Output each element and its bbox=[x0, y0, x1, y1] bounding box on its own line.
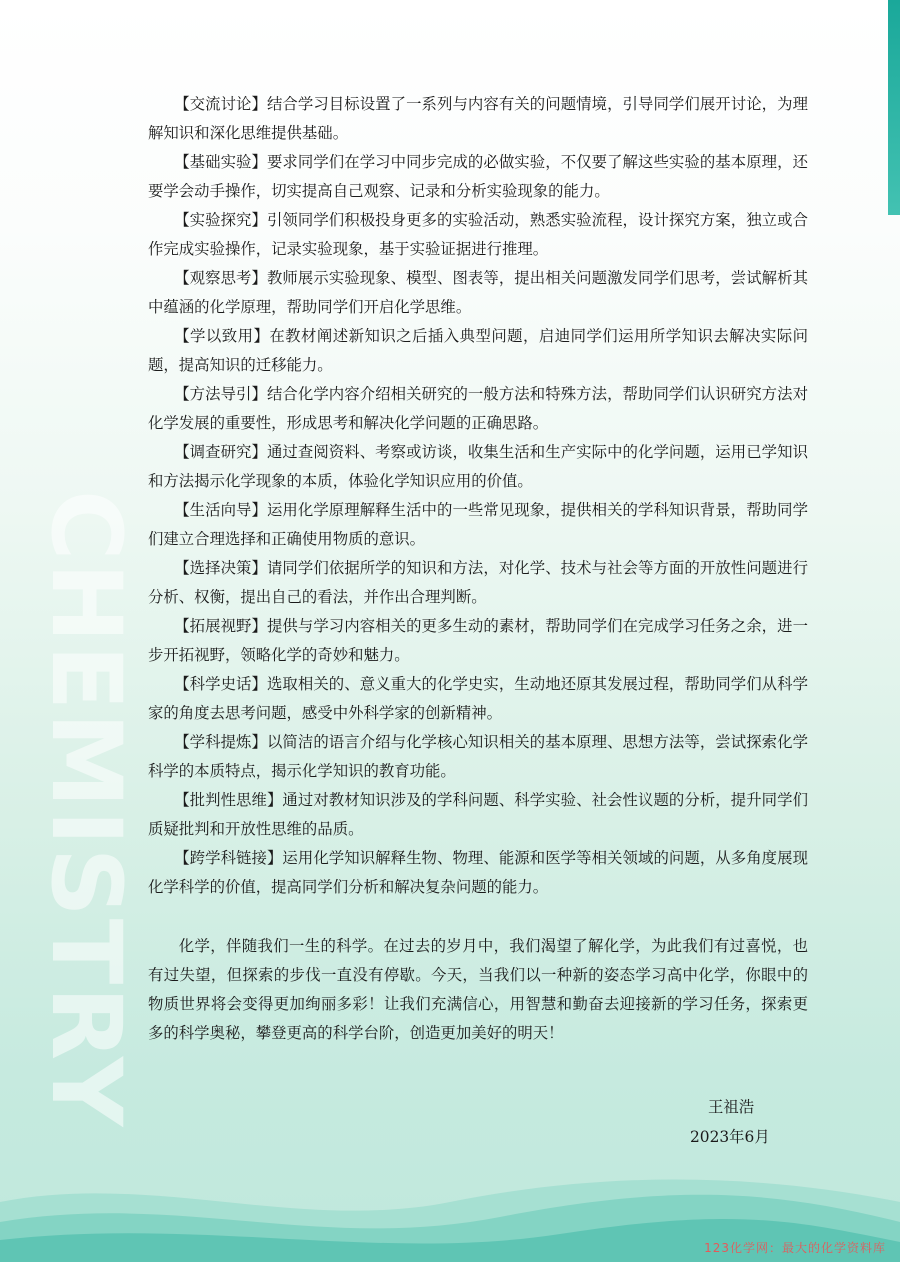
feature-paragraph bbox=[148, 554, 808, 612]
feature-paragraph bbox=[148, 322, 808, 380]
feature-tag: 【学以致用】 bbox=[174, 327, 270, 345]
feature-tag: 【观察思考】 bbox=[174, 269, 267, 287]
feature-paragraph bbox=[148, 148, 808, 206]
feature-text: 提供与学习内容相关的更多生动的素材，帮助同学们在完成学习任务之余，进一步开拓视野，领略化学的奇妙和魅力。 bbox=[148, 617, 808, 664]
feature-text: 引领同学们积极投身更多的实验活动，熟悉实验流程，设计探究方案，独立或合作完成实验操作，记录实验现象，基于实验证据进行推理。 bbox=[148, 211, 808, 258]
feature-text: 通过对教材知识涉及的学科问题、科学实验、社会性议题的分析，提升同学们质疑批判和开放性思维的品质。 bbox=[148, 791, 808, 838]
feature-paragraph bbox=[148, 496, 808, 554]
feature-paragraph bbox=[148, 844, 808, 902]
feature-text: 运用化学知识解释生物、物理、能源和医学等相关领域的问题，从多角度展现化学科学的价值，提高同学们分析和解决复杂问题的能力。 bbox=[148, 849, 808, 896]
chemistry-watermark: CHEMISTRY bbox=[30, 490, 142, 1129]
feature-paragraph bbox=[148, 612, 808, 670]
signature-date: 2023年6月 bbox=[690, 1128, 770, 1146]
feature-tag: 【调查研究】 bbox=[174, 443, 267, 461]
feature-paragraph bbox=[148, 90, 808, 148]
feature-text: 运用化学原理解释生活中的一些常见现象，提供相关的学科知识背景，帮助同学们建立合理选择和正确使用物质的意识。 bbox=[148, 501, 808, 548]
feature-text: 教师展示实验现象、模型、图表等，提出相关问题激发同学们思考，尝试解析其中蕴涵的化学原理，帮助同学们开启化学思维。 bbox=[148, 269, 808, 316]
feature-tag: 【基础实验】 bbox=[174, 153, 267, 171]
feature-paragraph bbox=[148, 206, 808, 264]
feature-tag: 【选择决策】 bbox=[174, 559, 267, 577]
footer-watermark-text: 123化学网：最大的化学资料库 bbox=[704, 1241, 886, 1255]
feature-tag: 【学科提炼】 bbox=[174, 733, 267, 751]
feature-tag: 【实验探究】 bbox=[174, 211, 267, 229]
feature-paragraph bbox=[148, 728, 808, 786]
feature-paragraph bbox=[148, 380, 808, 438]
feature-text: 结合学习目标设置了一系列与内容有关的问题情境，引导同学们展开讨论，为理解知识和深化思维提供基础。 bbox=[148, 95, 808, 142]
signature-block bbox=[690, 1092, 810, 1152]
feature-text: 选取相关的、意义重大的化学史实，生动地还原其发展过程，帮助同学们从科学家的角度去思考问题，感受中外科学家的创新精神。 bbox=[148, 675, 808, 722]
feature-tag: 【方法导引】 bbox=[174, 385, 267, 403]
feature-tag: 【生活向导】 bbox=[174, 501, 267, 519]
author-name: 王祖浩 bbox=[708, 1098, 755, 1116]
feature-paragraph bbox=[148, 670, 808, 728]
preface-body bbox=[148, 90, 808, 1048]
feature-paragraph bbox=[148, 786, 808, 844]
edge-accent-strip bbox=[888, 0, 900, 215]
feature-text: 以简洁的语言介绍与化学核心知识相关的基本原理、思想方法等，尝试探索化学科学的本质特点，揭示化学知识的教育功能。 bbox=[148, 733, 808, 780]
feature-text: 结合化学内容介绍相关研究的一般方法和特殊方法，帮助同学们认识研究方法对化学发展的重要性，形成思考和解决化学问题的正确思路。 bbox=[148, 385, 808, 432]
feature-paragraph bbox=[148, 438, 808, 496]
feature-text: 要求同学们在学习中同步完成的必做实验，不仅要了解这些实验的基本原理，还要学会动手操作，切实提高自己观察、记录和分析实验现象的能力。 bbox=[148, 153, 808, 200]
feature-text: 请同学们依据所学的知识和方法，对化学、技术与社会等方面的开放性问题进行分析、权衡，提出自己的看法，并作出合理判断。 bbox=[148, 559, 808, 606]
feature-tag: 【科学史话】 bbox=[174, 675, 267, 693]
feature-text: 在教材阐述新知识之后插入典型问题，启迪同学们运用所学知识去解决实际问题，提高知识的迁移能力。 bbox=[148, 327, 808, 374]
feature-tag: 【交流讨论】 bbox=[174, 95, 267, 113]
feature-text: 通过查阅资料、考察或访谈，收集生活和生产实际中的化学问题，运用已学知识和方法揭示化学现象的本质，体验化学知识应用的价值。 bbox=[148, 443, 808, 490]
closing-paragraph: 化学，伴随我们一生的科学。在过去的岁月中，我们渴望了解化学，为此我们有过喜悦，也有过失望，但探索的步伐一直没有停歇。今天，当我们以一种新的姿态学习高中化学，你眼中的物质世界将会变得更加绚丽多彩！让我们充满信心，用智慧和勤奋去迎接新的学习任务，探索更多的科学奥秘，攀登更高的科学台阶，创造更加美好的明天！ bbox=[148, 937, 808, 1042]
feature-tag: 【拓展视野】 bbox=[174, 617, 267, 635]
feature-tag: 【跨学科链接】 bbox=[174, 849, 283, 867]
feature-tag: 【批判性思维】 bbox=[174, 791, 283, 809]
section-spacer bbox=[148, 902, 808, 932]
feature-paragraph bbox=[148, 264, 808, 322]
